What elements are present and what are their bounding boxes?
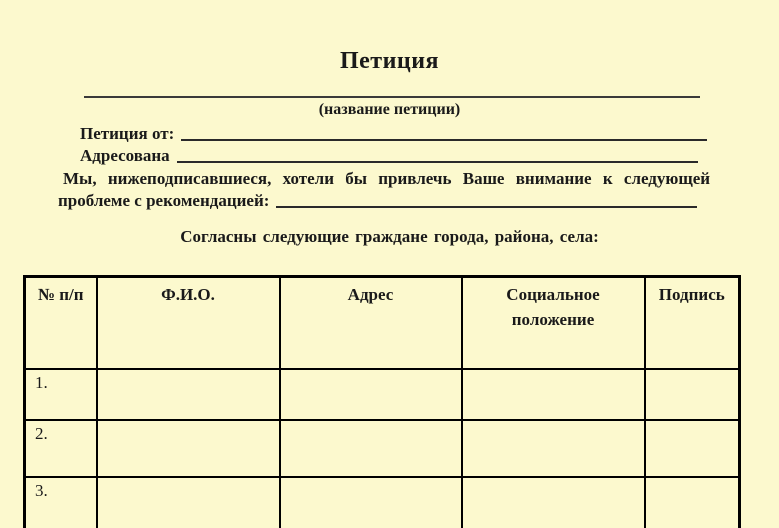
agreement-intro: Согласны следующие граждане города, района, села:: [180, 227, 599, 246]
body-statement-line1: Мы, нижеподписавшиеся, хотели бы привлечь Ваше внимание к следующей: [63, 169, 711, 188]
recommendation-field[interactable]: [276, 206, 697, 208]
fio-cell[interactable]: [97, 420, 280, 477]
header-signature: Подпись: [645, 277, 740, 370]
social-status-cell[interactable]: [462, 369, 645, 420]
petition-from-row: [80, 124, 707, 144]
header-row-number: № п/п: [25, 277, 97, 370]
table-row: [25, 369, 740, 420]
petition-from-field[interactable]: [181, 139, 707, 141]
signatures-table: [23, 275, 741, 528]
addressed-row: [80, 146, 698, 166]
signature-cell[interactable]: [645, 420, 740, 477]
table-row: [25, 420, 740, 477]
petition-from-label: Петиция от:: [80, 124, 175, 143]
signature-cell[interactable]: [645, 369, 740, 420]
row-number-cell: 2.: [25, 420, 97, 477]
fio-cell[interactable]: [97, 477, 280, 528]
body-statement-line2-row: [58, 191, 697, 211]
header-social-status: Социальное положение: [462, 277, 645, 370]
row-number-cell: 3.: [25, 477, 97, 528]
petition-name-caption: (название петиции): [318, 101, 461, 118]
addressed-field[interactable]: [177, 161, 698, 163]
petition-title: Петиция: [339, 48, 440, 74]
addressed-label: Адресована: [80, 146, 170, 165]
address-cell[interactable]: [280, 420, 462, 477]
fio-cell[interactable]: [97, 369, 280, 420]
header-address: Адрес: [280, 277, 462, 370]
body-statement-line2: проблеме с рекомендацией:: [58, 191, 270, 210]
address-cell[interactable]: [280, 477, 462, 528]
social-status-cell[interactable]: [462, 477, 645, 528]
address-cell[interactable]: [280, 369, 462, 420]
table-header-row: [25, 277, 740, 370]
social-status-cell[interactable]: [462, 420, 645, 477]
petition-name-field[interactable]: [84, 96, 700, 98]
signature-cell[interactable]: [645, 477, 740, 528]
header-fio: Ф.И.О.: [97, 277, 280, 370]
table-row: [25, 477, 740, 528]
row-number-cell: 1.: [25, 369, 97, 420]
